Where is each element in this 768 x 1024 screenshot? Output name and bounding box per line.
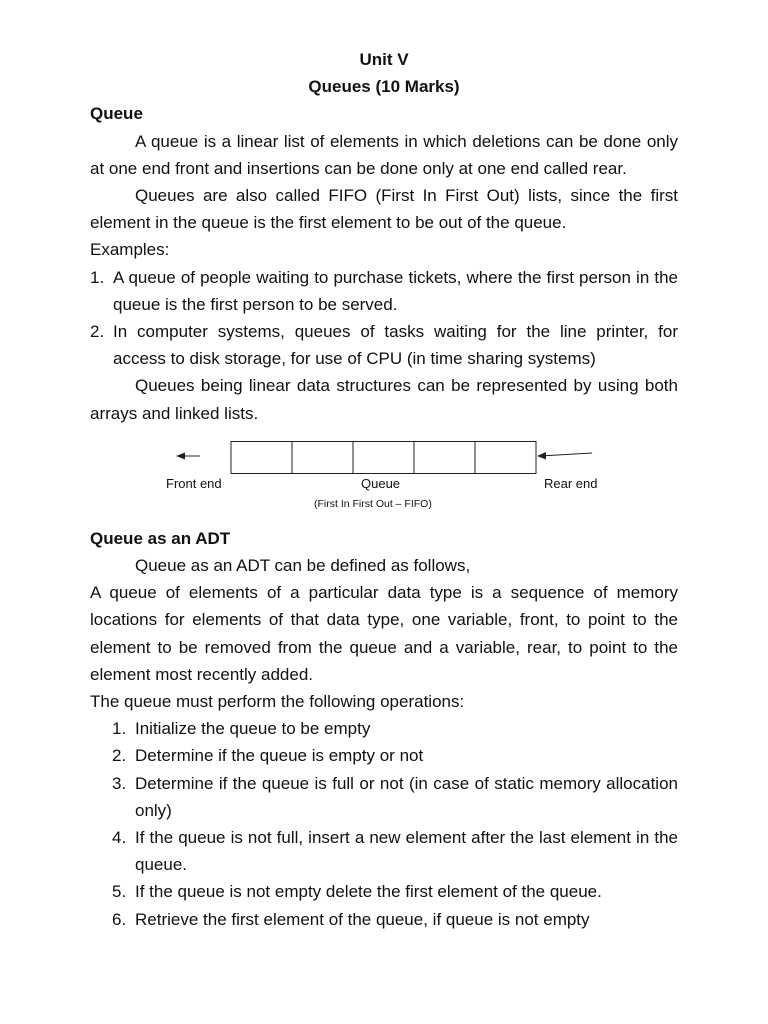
list-item-number: 1. [112, 719, 127, 739]
operations-intro: The queue must perform the following operations: [90, 692, 465, 712]
front-end-label: Front end [166, 475, 222, 491]
fifo-paragraph: Queues are also called FIFO (First In First Out) lists, since the first element in the queue is the first element to be out of the queue. [90, 186, 678, 233]
list-item-text: In computer systems, queues of tasks waiting for the line printer, for access to disk storage, for use of CPU (in time sharing systems) [113, 322, 678, 369]
list-item-number: 6. [112, 909, 127, 929]
adt-definition-paragraph: A queue of elements of a particular data type is a sequence of memory locations for elements of that data type, one variable, front, to point to the element to be removed from the queue and a variable, rear, to point to the element most recently added. [90, 583, 678, 684]
section-heading-adt: Queue as an ADT [90, 528, 231, 548]
list-item-number: 1. [90, 267, 105, 287]
representation-paragraph: Queues being linear data structures can be represented by using both arrays and linked lists. [90, 376, 678, 423]
list-item-text: Retrieve the first element of the queue, if queue is not empty [135, 909, 590, 929]
list-item [90, 770, 678, 824]
rear-arrow-head [537, 452, 546, 460]
adt-intro-paragraph: Queue as an ADT can be defined as follows, [135, 556, 471, 576]
list-item [90, 824, 678, 878]
list-item-number: 2. [90, 322, 105, 342]
fifo-caption: (First In First Out – FIFO) [314, 497, 432, 510]
list-item-number: 5. [112, 882, 127, 902]
list-item [90, 318, 678, 372]
chapter-title: Queues (10 Marks) [308, 77, 460, 97]
list-item-number: 4. [112, 828, 127, 848]
list-item [90, 878, 678, 905]
list-item [90, 742, 678, 769]
list-item-text: If the queue is not full, insert a new element after the last element in the queue. [135, 828, 678, 875]
queue-cell [353, 441, 414, 473]
queue-cells [231, 441, 536, 473]
rear-end-label: Rear end [544, 475, 598, 491]
queue-cell [231, 441, 292, 473]
unit-title: Unit V [359, 50, 409, 69]
queue-diagram [90, 441, 678, 525]
operations-list [90, 715, 678, 933]
list-item-number: 3. [112, 773, 127, 793]
examples-label: Examples: [90, 240, 170, 260]
examples-list [90, 264, 678, 373]
queue-definition-paragraph: A queue is a linear list of elements in which deletions can be done only at one end front and insertions can be done only at one end called rear. [90, 131, 678, 178]
list-item-number: 2. [112, 746, 127, 766]
list-item-text: Determine if the queue is empty or not [135, 746, 424, 766]
section-heading-queue: Queue [90, 104, 143, 124]
queue-label: Queue [361, 475, 401, 491]
list-item [90, 906, 678, 933]
front-arrow-head [176, 452, 185, 459]
list-item [90, 715, 678, 742]
queue-cell [475, 441, 536, 473]
document-page [90, 46, 678, 933]
queue-cell [292, 441, 353, 473]
list-item-text: If the queue is not empty delete the first element of the queue. [135, 882, 602, 902]
rear-arrow-line [540, 453, 592, 456]
list-item-text: Determine if the queue is full or not (in case of static memory allocation only) [135, 773, 678, 820]
list-item-text: A queue of people waiting to purchase tickets, where the first person in the queue is the first person to be served. [113, 267, 678, 314]
list-item-text: Initialize the queue to be empty [135, 719, 371, 739]
list-item [90, 264, 678, 318]
queue-cell [414, 441, 475, 473]
